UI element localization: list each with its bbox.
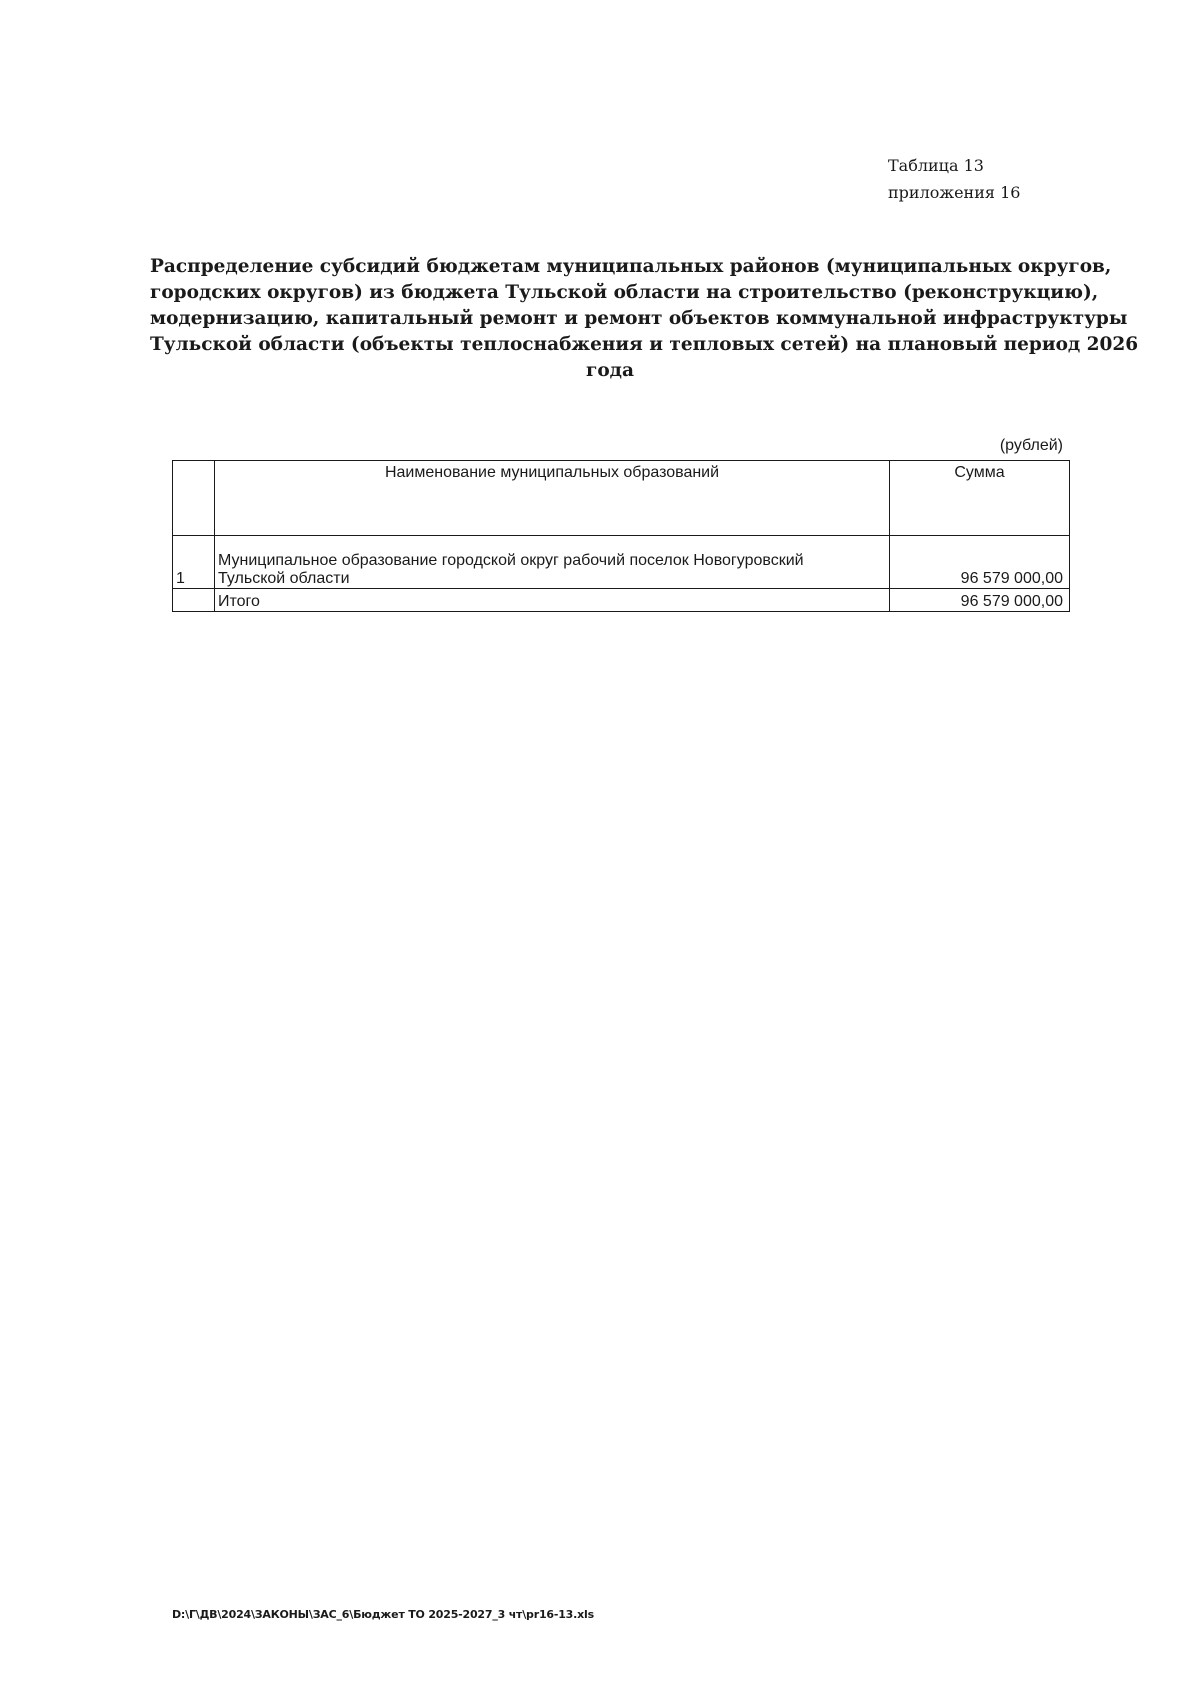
row-name (215, 536, 890, 589)
page-header (888, 152, 1020, 206)
column-header-number (173, 461, 215, 536)
appendix-reference: приложения 16 (888, 183, 1021, 202)
total-row (173, 589, 1070, 612)
table-reference: Таблица 13 (888, 156, 984, 175)
total-label: Итого (215, 589, 890, 612)
title-line: года (586, 360, 634, 381)
column-header-amount: Сумма (890, 461, 1070, 536)
table-header-row (173, 461, 1070, 536)
row-name-line: Тульской области (218, 570, 350, 587)
total-number-cell (173, 589, 215, 612)
document-title (150, 254, 1139, 384)
column-header-name: Наименование муниципальных образований (215, 461, 890, 536)
row-name-line: Муниципальное образование городской округ рабочий поселок Новогуровский (218, 552, 804, 569)
units-label: (рублей) (999, 437, 1063, 454)
allocation-table (172, 460, 1070, 612)
table-row (173, 536, 1070, 589)
title-line: Распределение субсидий бюджетам муниципальных районов (муниципальных округов, (150, 256, 1112, 277)
title-line: городских округов) из бюджета Тульской области на строительство (реконструкцию), (150, 282, 1099, 303)
file-path-footer: D:\Г\ДВ\2024\ЗАКОНЫ\ЗАС_6\Бюджет ТО 2025-2027_3 чт\pr16-13.xls (172, 1608, 594, 1621)
title-line: модернизацию, капитальный ремонт и ремонт объектов коммунальной инфраструктуры (150, 308, 1128, 329)
row-number: 1 (173, 536, 215, 589)
row-amount: 96 579 000,00 (890, 536, 1070, 589)
title-line: Тульской области (объекты теплоснабжения и тепловых сетей) на плановый период 2026 (150, 334, 1139, 355)
total-amount: 96 579 000,00 (890, 589, 1070, 612)
